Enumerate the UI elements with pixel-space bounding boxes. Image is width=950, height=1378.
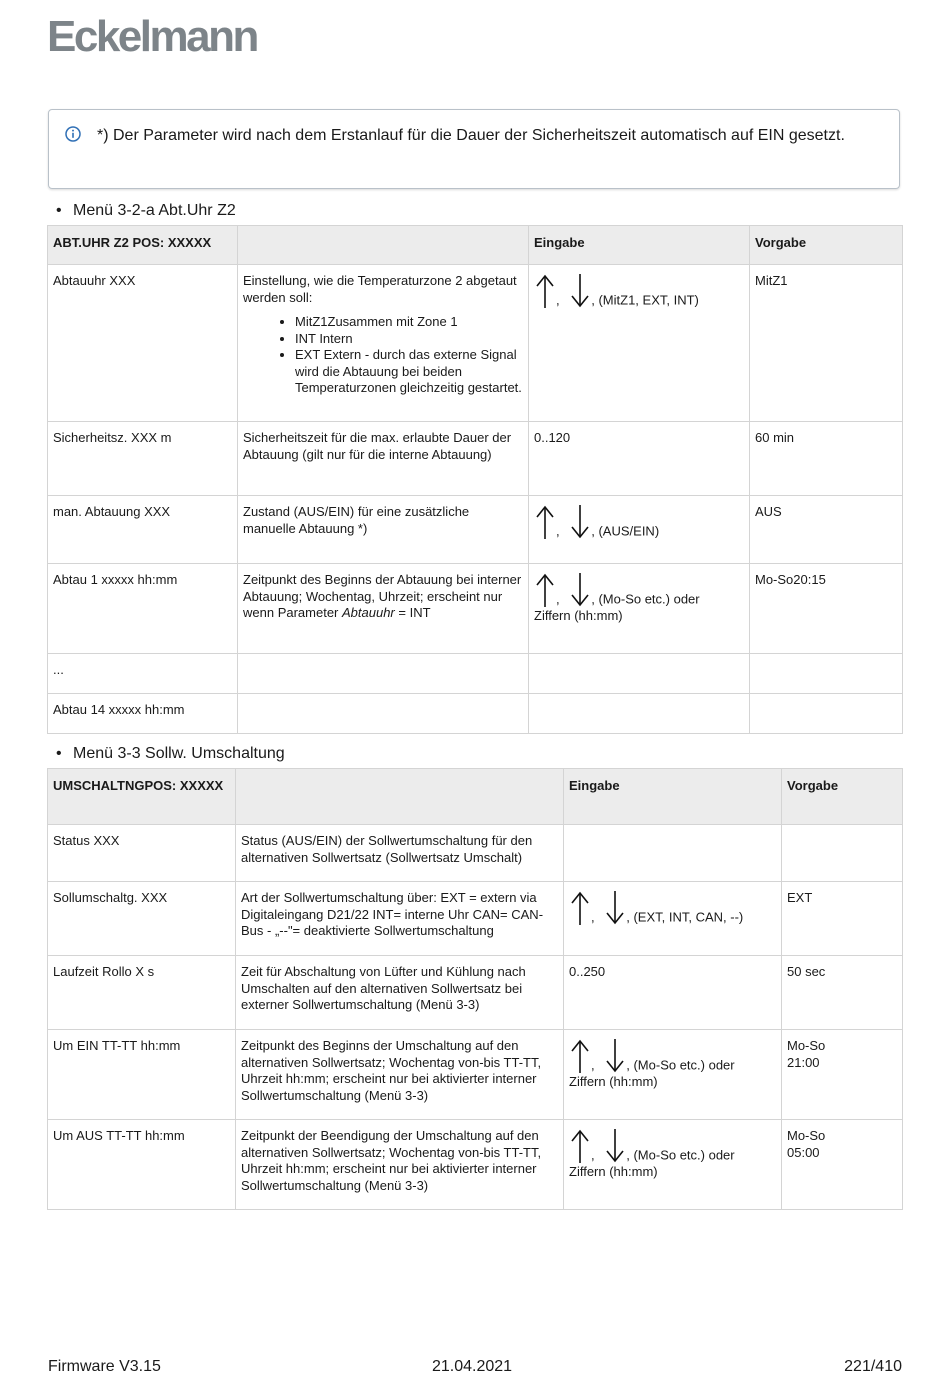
desc-text: Einstellung, wie die Temperaturzone 2 abgetaut werden soll:: [243, 273, 517, 305]
header-input: Eingabe: [529, 226, 750, 265]
desc-cell: [238, 564, 529, 654]
param-cell: ...: [48, 654, 238, 694]
desc-cell: Zeitpunkt des Beginns der Umschaltung auf den alternativen Sollwertsatz; Wochentag von-bis TT-TT, Uhrzeit hh:mm; erscheint nur bei aktivierter interner Sollwertumschaltung (Menü 3-3): [236, 1030, 564, 1120]
desc-cell: Zustand (AUS/EIN) für eine zusätzliche manuelle Abtauung *): [238, 496, 529, 564]
table-row: [48, 564, 903, 654]
abtauuhr-table: [47, 225, 903, 734]
desc-cell: Art der Sollwertumschaltung über: EXT = extern via Digitaleingang D21/22 INT= interne Uhr CAN= CAN-Bus - „--"= deaktivierte Sollwertumschaltung: [236, 882, 564, 956]
arrow-up-icon: [534, 504, 556, 540]
param-cell: Laufzeit Rollo X s: [48, 956, 236, 1030]
arrow-up-icon: [569, 1038, 591, 1074]
table-row: [48, 654, 903, 694]
arrow-keys: ,: [569, 1128, 626, 1164]
desc-cell: Sicherheitszeit für die max. erlaubte Dauer der Abtauung (gilt nur für die interne Abtauung): [238, 422, 529, 496]
default-cell: MitZ1: [750, 265, 903, 422]
arrow-keys: ,: [534, 504, 591, 540]
input-cell: [529, 496, 750, 564]
table-row: [48, 825, 903, 882]
default-cell: 50 sec: [782, 956, 903, 1030]
arrow-keys: ,: [534, 572, 591, 608]
desc-param-name: Abtauuhr: [342, 605, 395, 620]
bullet: •: [56, 745, 62, 762]
section-title-umschaltung: [56, 745, 285, 763]
table-header-row: [48, 769, 903, 825]
param-cell: Status XXX: [48, 825, 236, 882]
footer-firmware: Firmware V3.15: [48, 1358, 161, 1375]
input-options: , (MitZ1, EXT, INT): [591, 292, 699, 308]
header-desc: [236, 769, 564, 825]
arrow-keys: ,: [534, 273, 591, 309]
default-cell: Mo-So20:15: [750, 564, 903, 654]
header-input: Eingabe: [564, 769, 782, 825]
header-default: Vorgabe: [750, 226, 903, 265]
input-options: , (EXT, INT, CAN, --): [626, 909, 744, 925]
default-cell: [750, 654, 903, 694]
arrow-down-icon: [569, 504, 591, 540]
arrow-up-icon: [569, 1128, 591, 1164]
table-row: [48, 1030, 903, 1120]
desc-text: Zeitpunkt des Beginns der Abtauung bei interner Abtauung; Wochentag, Uhrzeit; erscheint nur wenn Parameter: [243, 572, 522, 620]
input-options: , (Mo-So etc.) oder: [626, 1147, 735, 1163]
table-row: [48, 422, 903, 496]
input-cell: [529, 564, 750, 654]
arrow-up-icon: [534, 572, 556, 608]
arrow-up-icon: [534, 273, 556, 309]
table-row: [48, 882, 903, 956]
header-desc: [238, 226, 529, 265]
input-options: , (AUS/EIN): [591, 523, 660, 539]
arrow-up-icon: [569, 890, 591, 926]
input-cell: [564, 1030, 782, 1120]
input-options: , (Mo-So etc.) oder: [591, 591, 700, 607]
desc-text: = INT: [394, 605, 431, 620]
list-item: • MitZ1Zusammen mit Zone 1: [295, 314, 523, 331]
default-cell: [782, 1120, 903, 1210]
note-text: *) Der Parameter wird nach dem Erstanlauf für die Dauer der Sicherheitszeit automatisch auf EIN gesetzt.: [97, 127, 845, 144]
default-day: Mo-So: [787, 1038, 826, 1053]
param-cell: Abtau 14 xxxxx hh:mm: [48, 694, 238, 734]
arrow-down-icon: [604, 890, 626, 926]
desc-cell: [238, 694, 529, 734]
input-cell: [529, 654, 750, 694]
arrow-down-icon: [569, 572, 591, 608]
default-time: 21:00: [787, 1054, 820, 1070]
section-title-text: Menü 3-2-a Abt.Uhr Z2: [73, 202, 236, 219]
default-time: 05:00: [787, 1144, 820, 1160]
section-title-text: Menü 3-3 Sollw. Umschaltung: [73, 745, 285, 762]
input-cell: 0..250: [564, 956, 782, 1030]
desc-cell: Zeit für Abschaltung von Lüfter und Kühlung nach Umschalten auf den alternativen Sollwertsatz bei externer Sollwertumschaltung (Menü 3-3): [236, 956, 564, 1030]
header-default: Vorgabe: [782, 769, 903, 825]
option-list: [243, 314, 523, 397]
param-cell: Abtau 1 xxxxx hh:mm: [48, 564, 238, 654]
default-day: Mo-So: [787, 1128, 826, 1143]
param-cell: Sollumschaltg. XXX: [48, 882, 236, 956]
input-options-line2: Ziffern (hh:mm): [569, 1074, 658, 1089]
table-row: [48, 956, 903, 1030]
desc-cell: [238, 654, 529, 694]
eckelmann-logo: Eckelmann: [47, 12, 257, 61]
table-row: [48, 265, 903, 422]
section-title-abtauuhr: [56, 202, 236, 220]
table-header-row: [48, 226, 903, 265]
input-cell: [564, 825, 782, 882]
input-cell: [529, 265, 750, 422]
param-cell: Sicherheitsz. XXX m: [48, 422, 238, 496]
default-cell: [782, 825, 903, 882]
arrow-down-icon: [604, 1128, 626, 1164]
input-options-line2: Ziffern (hh:mm): [534, 608, 623, 623]
bullet: •: [56, 202, 62, 219]
input-cell: 0..120: [529, 422, 750, 496]
header-param: ABT.UHR Z2 POS: XXXXX: [48, 226, 238, 265]
umschaltung-table: [47, 768, 903, 1210]
arrow-down-icon: [604, 1038, 626, 1074]
table-row: [48, 694, 903, 734]
default-cell: AUS: [750, 496, 903, 564]
input-options: , (Mo-So etc.) oder: [626, 1057, 735, 1073]
param-cell: Um AUS TT-TT hh:mm: [48, 1120, 236, 1210]
desc-cell: Status (AUS/EIN) der Sollwertumschaltung für den alternativen Sollwertsatz (Sollwertsatz Umschalt): [236, 825, 564, 882]
param-cell: Um EIN TT-TT hh:mm: [48, 1030, 236, 1120]
table-row: [48, 496, 903, 564]
input-options-line2: Ziffern (hh:mm): [569, 1164, 658, 1179]
default-cell: EXT: [782, 882, 903, 956]
header-param: UMSCHALTNGPOS: XXXXX: [48, 769, 236, 825]
input-cell: [529, 694, 750, 734]
arrow-keys: ,: [569, 1038, 626, 1074]
param-cell: Abtauuhr XXX: [48, 265, 238, 422]
input-cell: [564, 1120, 782, 1210]
desc-cell: [238, 265, 529, 422]
param-cell: man. Abtauung XXX: [48, 496, 238, 564]
list-item: • INT Intern: [295, 331, 523, 348]
desc-cell: Zeitpunkt der Beendigung der Umschaltung auf den alternativen Sollwertsatz; Wochentag von-bis TT-TT, Uhrzeit hh:mm; erscheint nur bei aktivierter interner Sollwertumschaltung (Menü 3-3): [236, 1120, 564, 1210]
default-cell: 60 min: [750, 422, 903, 496]
table-row: [48, 1120, 903, 1210]
default-cell: [782, 1030, 903, 1120]
arrow-down-icon: [569, 273, 591, 309]
list-item: • EXT Extern - durch das externe Signal wird die Abtauung bei beiden Temperaturzonen gleichzeitig gestartet.: [295, 347, 523, 397]
footer-date: 21.04.2021: [432, 1358, 513, 1375]
arrow-keys: ,: [569, 890, 626, 926]
info-note: [48, 109, 900, 189]
default-cell: [750, 694, 903, 734]
info-icon: [65, 126, 81, 142]
input-cell: [564, 882, 782, 956]
footer-page-number: 221/410: [844, 1358, 902, 1375]
